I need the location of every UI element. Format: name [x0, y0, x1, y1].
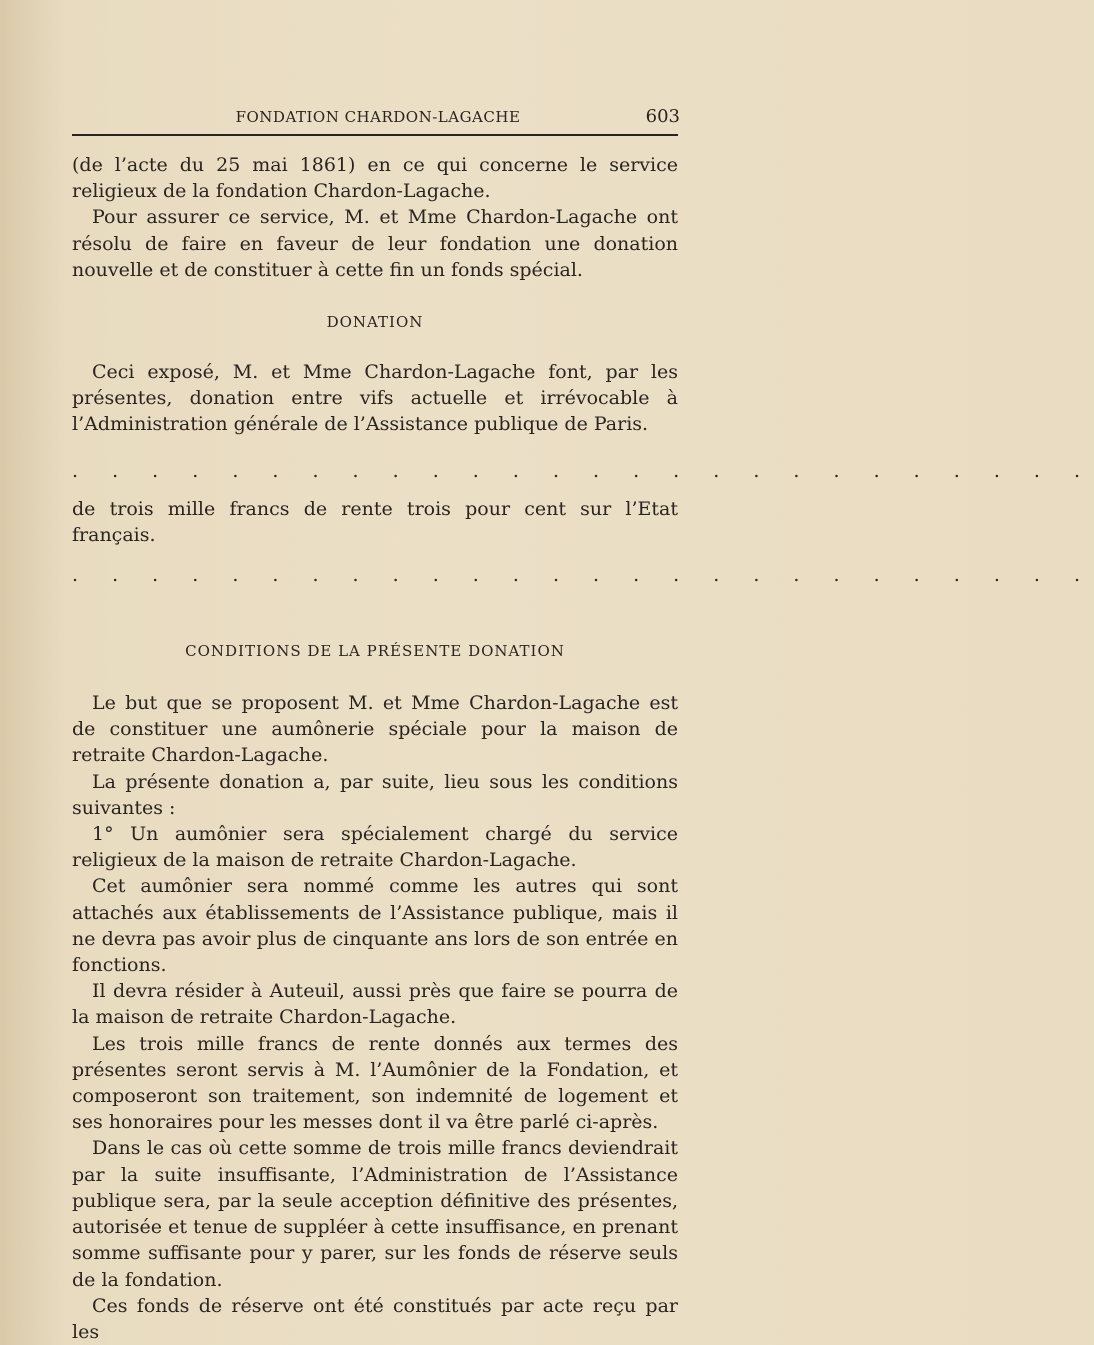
paragraph-10: Les trois mille francs de rente donnés aux termes des présentes seront servis à M. l’Aumônier de la Fondation, et composeront son traitement, son indemnité de logement et ses honoraires pour les messes dont il va être parlé ci-après. [72, 1032, 678, 1134]
paragraph-3: Ceci exposé, M. et Mme Chardon-Lagache font, par les présentes, donation entre vifs actuelle et irrévocable à l’Administration générale de l’Assistance publique de Paris. [72, 361, 678, 436]
ellipsis-line-2: . . . . . . . . . . . . . . . . . . . . . . . . . . [72, 564, 1094, 587]
paragraph-1: (de l’acte du 25 mai 1861) en ce qui concerne le service religieux de la fondation Chardon-Lagache. [72, 154, 678, 203]
ellipsis-line-1: . . . . . . . . . . . . . . . . . . . . . . . . . . [72, 459, 1094, 482]
paragraph-2: Pour assurer ce service, M. et Mme Chardon-Lagache ont résolu de faire en faveur de leur fondation une donation nouvelle et de constituer à cette fin un fonds spécial. [72, 206, 678, 281]
header-rule [72, 134, 678, 136]
body-text [72, 152, 1094, 1345]
paragraph-8: Cet aumônier sera nommé comme les autres qui sont attachés aux établissements de l’Assistance publique, mais il ne devra pas avoir plus de cinquante ans lors de son entrée en fonctions. [72, 875, 678, 977]
paragraph-5: Le but que se proposent M. et Mme Chardon-Lagache est de constituer une aumônerie spéciale pour la maison de retraite Chardon-Lagache. [72, 692, 678, 767]
heading-conditions: CONDITIONS DE LA PRÉSENTE DONATION [185, 642, 565, 661]
paragraph-4: de trois mille francs de rente trois pour cent sur l’Etat français. [72, 497, 678, 546]
paragraph-9: Il devra résider à Auteuil, aussi près que faire se pourra de la maison de retraite Chardon-Lagache. [72, 980, 678, 1029]
running-head [72, 106, 684, 130]
heading-donation: DONATION [326, 313, 424, 332]
page-number: 603 [645, 106, 680, 127]
paragraph-11: Dans le cas où cette somme de trois mille francs deviendrait par la suite insuffisante, l’Administration de l’Assistance publique sera, par la seule acception définitive des présentes, autorisée et tenue de suppléer à cette insuffisance, en prenant somme suffisante pour y parer, sur les fonds de réserve seuls de la fondation. [72, 1137, 678, 1291]
paragraph-12: Ces fonds de réserve ont été constitués par acte reçu par les [72, 1294, 678, 1343]
paragraph-6: La présente donation a, par suite, lieu sous les conditions suivantes : [72, 770, 678, 819]
paragraph-7: 1° Un aumônier sera spécialement chargé du service religieux de la maison de retraite Chardon-Lagache. [72, 823, 678, 872]
running-title: FONDATION CHARDON-LAGACHE [235, 108, 521, 126]
